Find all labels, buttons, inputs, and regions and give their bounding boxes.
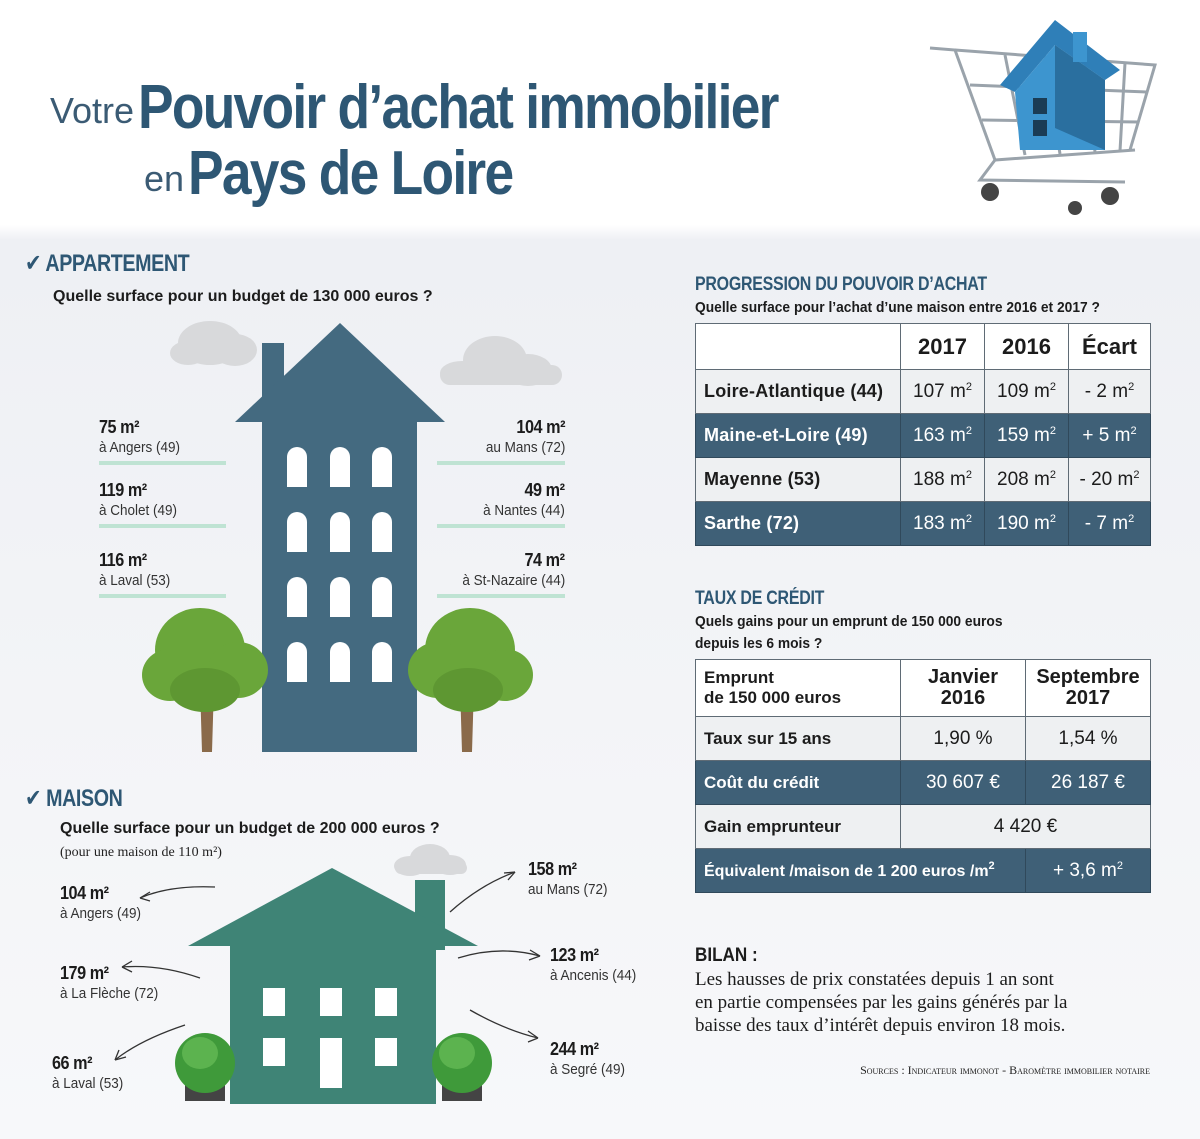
bilan-line: baisse des taux d’intérêt depuis environ 18 mois. bbox=[695, 1015, 1066, 1036]
table-row bbox=[696, 502, 1151, 546]
divider bbox=[437, 461, 565, 465]
area-value: 74 m² bbox=[524, 550, 565, 570]
superscript: 2 bbox=[1049, 380, 1056, 393]
cell-2017: 163 $m^2$ bbox=[901, 414, 985, 458]
maison-right-2 bbox=[550, 1039, 633, 1078]
row-name: Sarthe (72) bbox=[696, 502, 901, 546]
superscript: 2 bbox=[1130, 424, 1137, 437]
progression-subtitle: Quelle surface pour l’achat d’une maison entre 2016 et 2017 ? bbox=[695, 299, 1100, 316]
cell-septembre-2017: 26 187 € bbox=[1026, 761, 1151, 805]
area-value: 158 m² bbox=[528, 859, 577, 879]
area-value: 119 m² bbox=[99, 480, 147, 500]
cell-2016: 109 $m^2$ bbox=[985, 370, 1069, 414]
table-row bbox=[696, 717, 1151, 761]
area-value: 66 m² bbox=[52, 1053, 93, 1073]
table-header-row bbox=[696, 324, 1151, 370]
col-header-janvier-2016 bbox=[901, 660, 1026, 717]
arrow-left-icon bbox=[140, 887, 215, 898]
superscript: 2 bbox=[1128, 380, 1135, 393]
page-title: Pouvoir d’achat immobilier bbox=[138, 73, 778, 142]
superscript: 2 bbox=[1049, 512, 1056, 525]
divider bbox=[99, 594, 226, 598]
arrow-right-icon bbox=[450, 872, 515, 912]
row-name: Loire-Atlantique (44) bbox=[696, 370, 901, 414]
maison-heading-label: MAISON bbox=[46, 785, 123, 812]
city-label: à Cholet (49) bbox=[99, 502, 178, 519]
appartement-question: Quelle surface pour un budget de 130 000 euros ? bbox=[53, 288, 433, 305]
bilan-title: BILAN : bbox=[695, 945, 758, 966]
row-label: Gain emprunteur bbox=[696, 805, 901, 849]
table-header-row bbox=[696, 660, 1151, 717]
tree-icon bbox=[408, 608, 533, 752]
city-label: au Mans (72) bbox=[485, 439, 565, 456]
table-corner-cell bbox=[696, 324, 901, 370]
maison-left-1 bbox=[60, 963, 169, 1002]
emprunt-label-line1: Emprunt bbox=[704, 668, 774, 687]
area-value: 123 m² bbox=[550, 945, 599, 965]
gain-value: 4 420 € bbox=[901, 805, 1151, 849]
cell-ecart: + 5 $m^2$ bbox=[1069, 414, 1151, 458]
shopping-cart-house-illustration bbox=[925, 10, 1175, 220]
city-label: à St-Nazaire (44) bbox=[462, 572, 565, 589]
superscript: 2 bbox=[1128, 512, 1135, 525]
cloud-icon bbox=[170, 321, 257, 366]
table-row bbox=[696, 761, 1151, 805]
superscript: 2 bbox=[988, 860, 995, 872]
row-label: Coût du crédit bbox=[696, 761, 901, 805]
row-label: Équivalent /maison de 1 200 euros $/m^2$ bbox=[696, 849, 1026, 893]
taux-table bbox=[695, 659, 1151, 893]
cell-2016: 159 $m^2$ bbox=[985, 414, 1069, 458]
superscript: 2 bbox=[1049, 424, 1056, 437]
divider bbox=[437, 524, 565, 528]
arrow-right-icon bbox=[458, 951, 540, 958]
superscript: 2 bbox=[965, 468, 972, 481]
bilan-line: Les hausses de prix constatées depuis 1 an sont bbox=[695, 969, 1054, 990]
area-value: 104 m² bbox=[516, 417, 565, 437]
cell-2017: 183 $m^2$ bbox=[901, 502, 985, 546]
maison-heading bbox=[25, 784, 122, 813]
col-header-septembre-2017 bbox=[1026, 660, 1151, 717]
city-label: à Laval (53) bbox=[52, 1075, 124, 1092]
maison-right-0 bbox=[528, 859, 616, 898]
house-icon bbox=[1000, 20, 1120, 150]
cell-2016: 208 $m^2$ bbox=[985, 458, 1069, 502]
table-row bbox=[696, 370, 1151, 414]
emprunt-header-cell bbox=[696, 660, 901, 717]
area-value: 104 m² bbox=[60, 883, 109, 903]
cell-ecart: - 7 $m^2$ bbox=[1069, 502, 1151, 546]
superscript: 2 bbox=[1049, 468, 1056, 481]
building-icon bbox=[235, 323, 445, 752]
emprunt-label-line2: de 150 000 euros bbox=[704, 688, 842, 707]
city-label: à Ancenis (44) bbox=[550, 967, 637, 984]
maison-left-2 bbox=[52, 1053, 131, 1092]
arrow-right-icon bbox=[470, 1010, 538, 1038]
progression-table bbox=[695, 323, 1151, 546]
area-value: 116 m² bbox=[99, 550, 147, 570]
bilan-line: en partie compensées par les gains générés par la bbox=[695, 992, 1068, 1013]
city-label: à Segré (49) bbox=[550, 1061, 626, 1078]
title-prefix-en: en bbox=[144, 158, 185, 199]
table-row bbox=[696, 849, 1151, 893]
divider bbox=[99, 461, 226, 465]
apartment-building-illustration bbox=[140, 305, 580, 760]
title-prefix-votre: Votre bbox=[50, 90, 135, 131]
maison-right-1 bbox=[550, 945, 646, 984]
col-header-line2: 2017 bbox=[1065, 687, 1111, 709]
table-row bbox=[696, 414, 1151, 458]
checkmark-icon: ✔ bbox=[25, 785, 47, 812]
cell-ecart: - 2 $m^2$ bbox=[1069, 370, 1151, 414]
bilan-text bbox=[695, 968, 1165, 1037]
area-value: 49 m² bbox=[524, 480, 565, 500]
cell-janvier-2016: 1,90 % bbox=[901, 717, 1026, 761]
table-row bbox=[696, 805, 1151, 849]
taux-subtitle-2: depuis les 6 mois ? bbox=[695, 635, 823, 652]
table-row bbox=[696, 458, 1151, 502]
superscript: 2 bbox=[1133, 468, 1140, 481]
appartement-left-1 bbox=[99, 480, 186, 519]
appartement-right-2 bbox=[451, 550, 565, 589]
sources-note: Sources : Indicateur immonot - Baromètre immobilier notaire bbox=[860, 1063, 1150, 1077]
cloud-icon bbox=[440, 336, 562, 386]
col-header-line2: 2016 bbox=[940, 687, 986, 709]
maison-note: (pour une maison de 110 m²) bbox=[60, 845, 222, 860]
divider bbox=[437, 594, 565, 598]
superscript: 2 bbox=[965, 424, 972, 437]
city-label: à Nantes (44) bbox=[483, 502, 565, 519]
cell-ecart: - 20 $m^2$ bbox=[1069, 458, 1151, 502]
appartement-left-2 bbox=[99, 550, 178, 589]
superscript: 2 bbox=[1116, 859, 1124, 872]
row-name: Maine-et-Loire (49) bbox=[696, 414, 901, 458]
appartement-right-1 bbox=[474, 480, 565, 519]
equiv-value: + 3,6 $m^2$ bbox=[1026, 849, 1151, 893]
area-value: 244 m² bbox=[550, 1039, 599, 1059]
col-header-2017: 2017 bbox=[901, 324, 985, 370]
city-label: à Angers (49) bbox=[60, 905, 142, 922]
cell-2017: 107 $m^2$ bbox=[901, 370, 985, 414]
col-header-line1: Septembre bbox=[1036, 666, 1140, 688]
city-label: au Mans (72) bbox=[528, 881, 608, 898]
divider bbox=[99, 524, 226, 528]
area-value: 179 m² bbox=[60, 963, 109, 983]
cell-janvier-2016: 30 607 € bbox=[901, 761, 1026, 805]
superscript: 2 bbox=[965, 380, 972, 393]
page-subtitle-region: Pays de Loire bbox=[188, 139, 513, 208]
cell-2017: 188 $m^2$ bbox=[901, 458, 985, 502]
col-header-ecart: Écart bbox=[1069, 324, 1151, 370]
area-value: 75 m² bbox=[99, 417, 140, 437]
appartement-right-0 bbox=[477, 417, 565, 456]
taux-title: TAUX DE CRÉDIT bbox=[695, 588, 825, 609]
row-label: Taux sur 15 ans bbox=[696, 717, 901, 761]
appartement-heading-label: APPARTEMENT bbox=[45, 250, 190, 277]
checkmark-icon: ✔ bbox=[25, 250, 46, 277]
progression-title: PROGRESSION DU POUVOIR D’ACHAT bbox=[695, 274, 987, 295]
city-label: à La Flèche (72) bbox=[60, 985, 159, 1002]
col-header-2016: 2016 bbox=[985, 324, 1069, 370]
taux-subtitle-1: Quels gains pour un emprunt de 150 000 euros bbox=[695, 613, 1003, 630]
col-header-line1: Janvier bbox=[927, 666, 999, 688]
appartement-left-0 bbox=[99, 417, 189, 456]
city-label: à Laval (53) bbox=[99, 572, 171, 589]
maison-question: Quelle surface pour un budget de 200 000 euros ? bbox=[60, 820, 440, 837]
appartement-heading bbox=[25, 249, 189, 278]
tree-icon bbox=[142, 608, 268, 752]
superscript: 2 bbox=[965, 512, 972, 525]
row-name: Mayenne (53) bbox=[696, 458, 901, 502]
cell-2016: 190 $m^2$ bbox=[985, 502, 1069, 546]
city-label: à Angers (49) bbox=[99, 439, 181, 456]
maison-left-0 bbox=[60, 883, 150, 922]
cell-septembre-2017: 1,54 % bbox=[1026, 717, 1151, 761]
